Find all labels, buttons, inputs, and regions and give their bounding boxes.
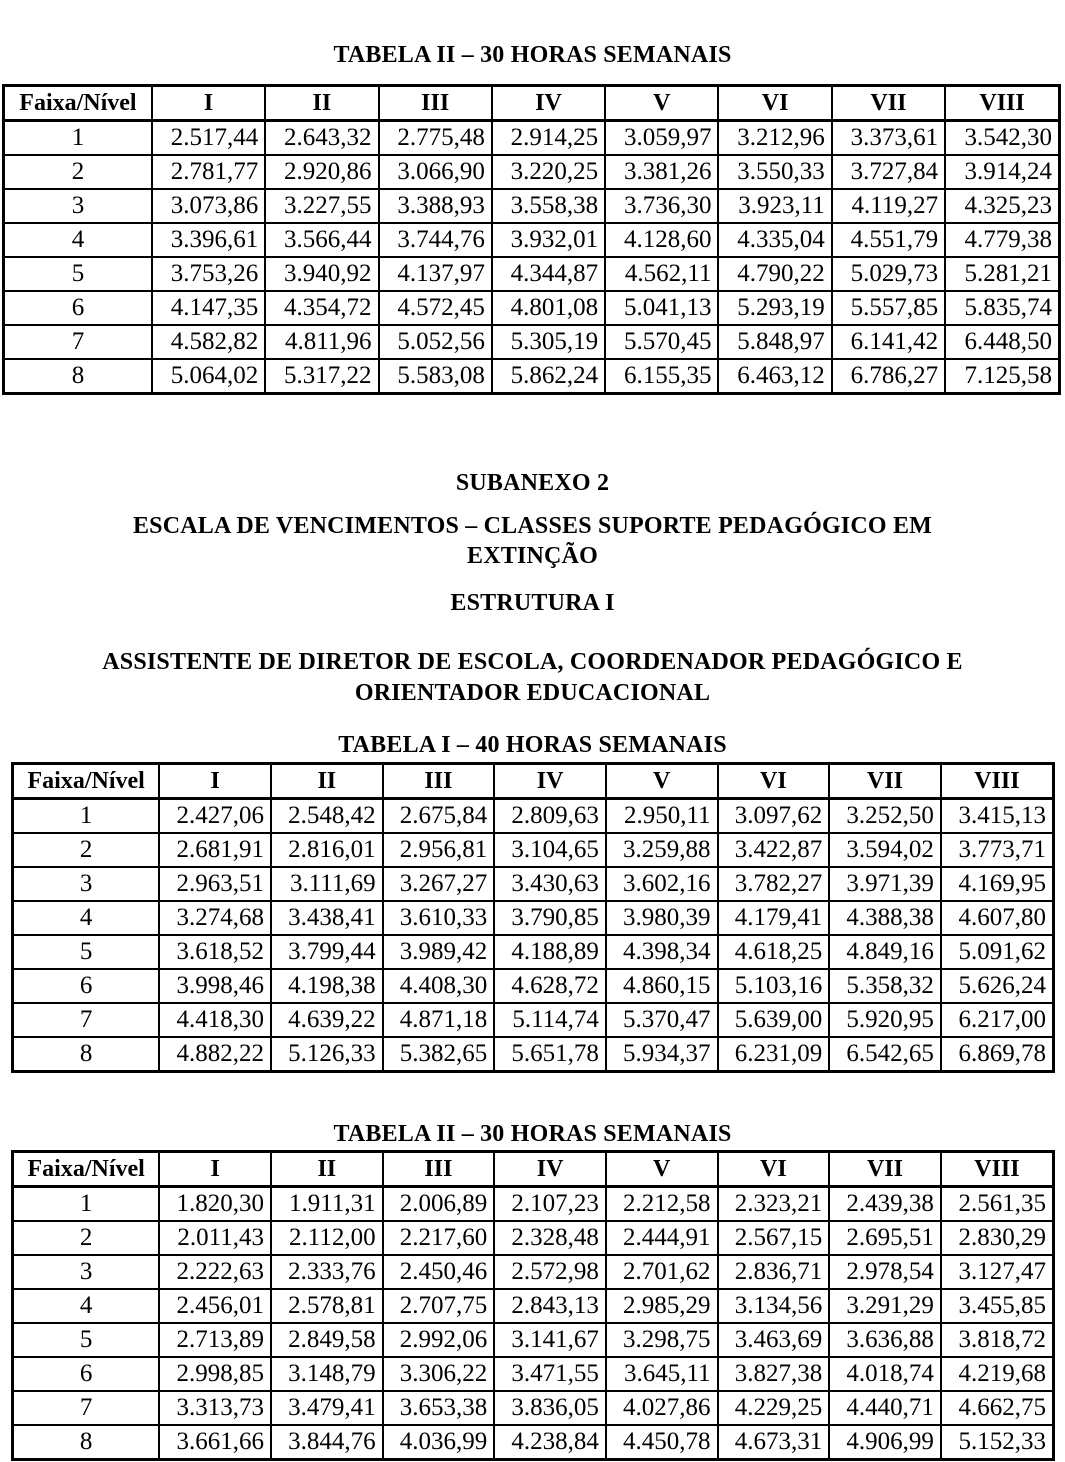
salary-cell: 2.849,58 xyxy=(271,1323,383,1357)
salary-cell: 4.882,22 xyxy=(159,1037,271,1072)
faixa-cell: 3 xyxy=(4,189,152,223)
salary-cell: 2.578,81 xyxy=(271,1289,383,1323)
salary-cell: 2.914,25 xyxy=(492,121,605,156)
salary-cell: 3.827,38 xyxy=(718,1357,830,1391)
salary-cell: 3.844,76 xyxy=(271,1425,383,1460)
salary-cell: 2.950,11 xyxy=(606,799,718,834)
salary-cell: 4.018,74 xyxy=(829,1357,941,1391)
header-nivel: III xyxy=(383,764,495,799)
faixa-cell: 5 xyxy=(4,257,152,291)
header-nivel: II xyxy=(271,1152,383,1187)
salary-cell: 5.583,08 xyxy=(379,359,492,394)
salary-cell: 5.934,37 xyxy=(606,1037,718,1072)
table-header-row xyxy=(13,1152,1054,1187)
salary-cell: 2.775,48 xyxy=(379,121,492,156)
table-row xyxy=(13,1391,1054,1425)
table-header-row xyxy=(13,764,1054,799)
salary-cell: 4.801,08 xyxy=(492,291,605,325)
header-nivel: II xyxy=(271,764,383,799)
table-row xyxy=(13,1255,1054,1289)
salary-cell: 2.836,71 xyxy=(718,1255,830,1289)
salary-cell: 5.626,24 xyxy=(941,969,1054,1003)
faixa-cell: 5 xyxy=(13,935,160,969)
faixa-cell: 2 xyxy=(13,833,160,867)
salary-cell: 2.456,01 xyxy=(159,1289,271,1323)
salary-table-bottom xyxy=(11,1150,1055,1461)
salary-cell: 4.169,95 xyxy=(941,867,1054,901)
salary-cell: 4.562,11 xyxy=(605,257,718,291)
header-nivel: VIII xyxy=(941,1152,1054,1187)
salary-cell: 5.293,19 xyxy=(718,291,831,325)
table-row xyxy=(4,359,1060,394)
faixa-cell: 2 xyxy=(4,155,152,189)
salary-cell: 3.073,86 xyxy=(152,189,265,223)
faixa-cell: 6 xyxy=(13,1357,160,1391)
salary-cell: 3.602,16 xyxy=(606,867,718,901)
salary-cell: 3.373,61 xyxy=(832,121,945,156)
salary-cell: 2.992,06 xyxy=(383,1323,495,1357)
salary-cell: 2.675,84 xyxy=(383,799,495,834)
salary-cell: 3.790,85 xyxy=(494,901,606,935)
header-nivel: VI xyxy=(718,86,831,121)
salary-cell: 5.064,02 xyxy=(152,359,265,394)
salary-cell: 4.607,80 xyxy=(941,901,1054,935)
salary-cell: 6.155,35 xyxy=(605,359,718,394)
salary-cell: 4.639,22 xyxy=(271,1003,383,1037)
salary-cell: 2.998,85 xyxy=(159,1357,271,1391)
salary-cell: 3.799,44 xyxy=(271,935,383,969)
salary-cell: 3.566,44 xyxy=(265,223,378,257)
salary-cell: 3.661,66 xyxy=(159,1425,271,1460)
salary-cell: 5.126,33 xyxy=(271,1037,383,1072)
salary-cell: 4.119,27 xyxy=(832,189,945,223)
header-nivel: I xyxy=(152,86,265,121)
salary-cell: 3.059,97 xyxy=(605,121,718,156)
table-row xyxy=(4,257,1060,291)
salary-cell: 3.736,30 xyxy=(605,189,718,223)
faixa-cell: 4 xyxy=(13,901,160,935)
salary-cell: 2.572,98 xyxy=(494,1255,606,1289)
salary-cell: 3.818,72 xyxy=(941,1323,1054,1357)
table-row xyxy=(4,189,1060,223)
salary-cell: 2.956,81 xyxy=(383,833,495,867)
salary-cell: 2.701,62 xyxy=(606,1255,718,1289)
header-nivel: V xyxy=(606,764,718,799)
salary-cell: 5.317,22 xyxy=(265,359,378,394)
salary-cell: 3.782,27 xyxy=(718,867,830,901)
salary-cell: 4.662,75 xyxy=(941,1391,1054,1425)
faixa-cell: 7 xyxy=(13,1391,160,1425)
faixa-cell: 4 xyxy=(13,1289,160,1323)
salary-cell: 2.713,89 xyxy=(159,1323,271,1357)
salary-cell: 3.594,02 xyxy=(829,833,941,867)
table-row xyxy=(13,1037,1054,1072)
salary-cell: 2.643,32 xyxy=(265,121,378,156)
salary-cell: 4.398,34 xyxy=(606,935,718,969)
salary-cell: 5.091,62 xyxy=(941,935,1054,969)
salary-cell: 3.127,47 xyxy=(941,1255,1054,1289)
header-nivel: VII xyxy=(829,764,941,799)
salary-cell: 4.198,38 xyxy=(271,969,383,1003)
table-row xyxy=(4,223,1060,257)
salary-cell: 5.835,74 xyxy=(945,291,1059,325)
table-row xyxy=(13,901,1054,935)
table-row xyxy=(4,121,1060,156)
salary-cell: 4.673,31 xyxy=(718,1425,830,1460)
salary-cell: 3.104,65 xyxy=(494,833,606,867)
salary-cell: 5.358,32 xyxy=(829,969,941,1003)
bottom-table-title: TABELA II – 30 HORAS SEMANAIS xyxy=(333,1121,732,1147)
faixa-cell: 8 xyxy=(13,1425,160,1460)
faixa-cell: 1 xyxy=(13,1187,160,1222)
salary-cell: 3.388,93 xyxy=(379,189,492,223)
salary-cell: 5.651,78 xyxy=(494,1037,606,1072)
salary-cell: 4.147,35 xyxy=(152,291,265,325)
salary-cell: 2.809,63 xyxy=(494,799,606,834)
salary-cell: 5.305,19 xyxy=(492,325,605,359)
salary-cell: 3.259,88 xyxy=(606,833,718,867)
salary-cell: 3.636,88 xyxy=(829,1323,941,1357)
header-nivel: VI xyxy=(718,764,830,799)
salary-cell: 4.238,84 xyxy=(494,1425,606,1460)
table-row xyxy=(13,969,1054,1003)
salary-cell: 2.107,23 xyxy=(494,1187,606,1222)
faixa-cell: 7 xyxy=(4,325,152,359)
header-nivel: VII xyxy=(832,86,945,121)
salary-cell: 3.097,62 xyxy=(718,799,830,834)
salary-cell: 2.548,42 xyxy=(271,799,383,834)
salary-cell: 6.869,78 xyxy=(941,1037,1054,1072)
subanexo-label: SUBANEXO 2 xyxy=(455,470,610,496)
table-row xyxy=(13,1425,1054,1460)
salary-cell: 4.418,30 xyxy=(159,1003,271,1037)
salary-cell: 6.786,27 xyxy=(832,359,945,394)
salary-cell: 6.448,50 xyxy=(945,325,1059,359)
salary-cell: 2.222,63 xyxy=(159,1255,271,1289)
salary-cell: 5.114,74 xyxy=(494,1003,606,1037)
salary-cell: 3.998,46 xyxy=(159,969,271,1003)
salary-cell: 3.267,27 xyxy=(383,867,495,901)
salary-cell: 5.103,16 xyxy=(718,969,830,1003)
faixa-cell: 4 xyxy=(4,223,152,257)
faixa-cell: 8 xyxy=(4,359,152,394)
salary-table-top xyxy=(2,84,1061,395)
salary-cell: 6.231,09 xyxy=(718,1037,830,1072)
header-nivel: I xyxy=(159,1152,271,1187)
salary-cell: 3.306,22 xyxy=(383,1357,495,1391)
salary-cell: 5.152,33 xyxy=(941,1425,1054,1460)
header-nivel: VIII xyxy=(945,86,1059,121)
salary-cell: 4.440,71 xyxy=(829,1391,941,1425)
salary-cell: 4.036,99 xyxy=(383,1425,495,1460)
table-row xyxy=(13,935,1054,969)
header-nivel: I xyxy=(159,764,271,799)
faixa-cell: 2 xyxy=(13,1221,160,1255)
salary-cell: 3.313,73 xyxy=(159,1391,271,1425)
salary-cell: 3.396,61 xyxy=(152,223,265,257)
salary-cell: 4.849,16 xyxy=(829,935,941,969)
cargos-line2: ORIENTADOR EDUCACIONAL xyxy=(354,680,711,706)
table-row xyxy=(13,1221,1054,1255)
table-row xyxy=(4,325,1060,359)
salary-cell: 3.610,33 xyxy=(383,901,495,935)
salary-cell: 3.558,38 xyxy=(492,189,605,223)
salary-cell: 2.444,91 xyxy=(606,1221,718,1255)
salary-cell: 5.557,85 xyxy=(832,291,945,325)
table-row xyxy=(13,833,1054,867)
salary-cell: 3.274,68 xyxy=(159,901,271,935)
salary-cell: 4.408,30 xyxy=(383,969,495,1003)
salary-cell: 2.561,35 xyxy=(941,1187,1054,1222)
salary-cell: 3.422,87 xyxy=(718,833,830,867)
salary-cell: 4.335,04 xyxy=(718,223,831,257)
salary-cell: 4.582,82 xyxy=(152,325,265,359)
salary-cell: 3.252,50 xyxy=(829,799,941,834)
salary-cell: 4.572,45 xyxy=(379,291,492,325)
header-nivel: IV xyxy=(492,86,605,121)
table-header-row xyxy=(4,86,1060,121)
salary-cell: 6.542,65 xyxy=(829,1037,941,1072)
salary-cell: 2.963,51 xyxy=(159,867,271,901)
salary-cell: 3.753,26 xyxy=(152,257,265,291)
header-faixa-nivel: Faixa/Nível xyxy=(4,86,152,121)
salary-cell: 2.920,86 xyxy=(265,155,378,189)
salary-cell: 4.628,72 xyxy=(494,969,606,1003)
salary-cell: 4.188,89 xyxy=(494,935,606,969)
salary-cell: 4.229,25 xyxy=(718,1391,830,1425)
salary-cell: 5.281,21 xyxy=(945,257,1059,291)
salary-cell: 4.128,60 xyxy=(605,223,718,257)
faixa-cell: 8 xyxy=(13,1037,160,1072)
salary-cell: 3.940,92 xyxy=(265,257,378,291)
table-row xyxy=(13,1357,1054,1391)
salary-cell: 3.415,13 xyxy=(941,799,1054,834)
salary-cell: 4.811,96 xyxy=(265,325,378,359)
salary-cell: 3.212,96 xyxy=(718,121,831,156)
salary-cell: 2.006,89 xyxy=(383,1187,495,1222)
salary-cell: 2.707,75 xyxy=(383,1289,495,1323)
faixa-cell: 6 xyxy=(4,291,152,325)
salary-cell: 4.179,41 xyxy=(718,901,830,935)
salary-cell: 5.041,13 xyxy=(605,291,718,325)
salary-cell: 3.836,05 xyxy=(494,1391,606,1425)
salary-cell: 4.790,22 xyxy=(718,257,831,291)
header-faixa-nivel: Faixa/Nível xyxy=(13,764,160,799)
table-row xyxy=(4,291,1060,325)
salary-cell: 1.820,30 xyxy=(159,1187,271,1222)
salary-cell: 4.871,18 xyxy=(383,1003,495,1037)
faixa-cell: 3 xyxy=(13,1255,160,1289)
salary-cell: 4.027,86 xyxy=(606,1391,718,1425)
salary-cell: 4.906,99 xyxy=(829,1425,941,1460)
top-table-title: TABELA II – 30 HORAS SEMANAIS xyxy=(333,42,732,68)
salary-cell: 3.744,76 xyxy=(379,223,492,257)
salary-cell: 5.370,47 xyxy=(606,1003,718,1037)
salary-cell: 7.125,58 xyxy=(945,359,1059,394)
table-row xyxy=(4,155,1060,189)
salary-cell: 2.830,29 xyxy=(941,1221,1054,1255)
mid-table-title: TABELA I – 40 HORAS SEMANAIS xyxy=(338,732,727,758)
faixa-cell: 7 xyxy=(13,1003,160,1037)
salary-cell: 5.639,00 xyxy=(718,1003,830,1037)
salary-cell: 5.029,73 xyxy=(832,257,945,291)
salary-cell: 2.333,76 xyxy=(271,1255,383,1289)
salary-cell: 3.989,42 xyxy=(383,935,495,969)
salary-cell: 2.978,54 xyxy=(829,1255,941,1289)
salary-cell: 2.323,21 xyxy=(718,1187,830,1222)
salary-cell: 3.298,75 xyxy=(606,1323,718,1357)
header-nivel: VI xyxy=(718,1152,830,1187)
salary-cell: 2.011,43 xyxy=(159,1221,271,1255)
salary-cell: 2.112,00 xyxy=(271,1221,383,1255)
salary-cell: 4.779,38 xyxy=(945,223,1059,257)
salary-cell: 6.217,00 xyxy=(941,1003,1054,1037)
salary-cell: 5.920,95 xyxy=(829,1003,941,1037)
salary-cell: 3.463,69 xyxy=(718,1323,830,1357)
header-nivel: III xyxy=(379,86,492,121)
salary-cell: 4.344,87 xyxy=(492,257,605,291)
salary-table-mid xyxy=(11,762,1055,1073)
salary-cell: 3.923,11 xyxy=(718,189,831,223)
salary-cell: 3.227,55 xyxy=(265,189,378,223)
salary-cell: 2.217,60 xyxy=(383,1221,495,1255)
salary-cell: 2.985,29 xyxy=(606,1289,718,1323)
salary-cell: 4.354,72 xyxy=(265,291,378,325)
header-nivel: IV xyxy=(494,1152,606,1187)
salary-cell: 2.681,91 xyxy=(159,833,271,867)
salary-cell: 3.645,11 xyxy=(606,1357,718,1391)
salary-cell: 3.727,84 xyxy=(832,155,945,189)
salary-cell: 2.427,06 xyxy=(159,799,271,834)
faixa-cell: 1 xyxy=(13,799,160,834)
salary-cell: 4.450,78 xyxy=(606,1425,718,1460)
salary-cell: 5.382,65 xyxy=(383,1037,495,1072)
header-nivel: IV xyxy=(494,764,606,799)
header-nivel: V xyxy=(605,86,718,121)
salary-cell: 2.567,15 xyxy=(718,1221,830,1255)
salary-cell: 5.570,45 xyxy=(605,325,718,359)
faixa-cell: 1 xyxy=(4,121,152,156)
salary-cell: 3.430,63 xyxy=(494,867,606,901)
header-nivel: III xyxy=(383,1152,495,1187)
salary-cell: 2.781,77 xyxy=(152,155,265,189)
salary-cell: 3.438,41 xyxy=(271,901,383,935)
salary-cell: 3.618,52 xyxy=(159,935,271,969)
table-row xyxy=(13,799,1054,834)
estrutura-label: ESTRUTURA I xyxy=(450,590,615,616)
salary-cell: 3.542,30 xyxy=(945,121,1059,156)
salary-cell: 3.291,29 xyxy=(829,1289,941,1323)
salary-cell: 4.325,23 xyxy=(945,189,1059,223)
salary-cell: 2.517,44 xyxy=(152,121,265,156)
salary-cell: 3.066,90 xyxy=(379,155,492,189)
table-row xyxy=(13,1187,1054,1222)
cargos-line1: ASSISTENTE DE DIRETOR DE ESCOLA, COORDENADOR PEDAGÓGICO E xyxy=(102,649,963,675)
header-nivel: II xyxy=(265,86,378,121)
salary-cell: 3.971,39 xyxy=(829,867,941,901)
salary-cell: 3.550,33 xyxy=(718,155,831,189)
salary-cell: 3.479,41 xyxy=(271,1391,383,1425)
faixa-cell: 6 xyxy=(13,969,160,1003)
salary-cell: 3.471,55 xyxy=(494,1357,606,1391)
header-nivel: VII xyxy=(829,1152,941,1187)
salary-cell: 2.695,51 xyxy=(829,1221,941,1255)
salary-cell: 4.551,79 xyxy=(832,223,945,257)
salary-cell: 1.911,31 xyxy=(271,1187,383,1222)
salary-cell: 3.455,85 xyxy=(941,1289,1054,1323)
header-nivel: V xyxy=(606,1152,718,1187)
table-row xyxy=(13,1003,1054,1037)
salary-cell: 4.388,38 xyxy=(829,901,941,935)
salary-cell: 3.653,38 xyxy=(383,1391,495,1425)
salary-cell: 3.220,25 xyxy=(492,155,605,189)
salary-cell: 3.148,79 xyxy=(271,1357,383,1391)
salary-cell: 2.843,13 xyxy=(494,1289,606,1323)
salary-cell: 4.219,68 xyxy=(941,1357,1054,1391)
salary-cell: 2.439,38 xyxy=(829,1187,941,1222)
salary-cell: 3.773,71 xyxy=(941,833,1054,867)
header-faixa-nivel: Faixa/Nível xyxy=(13,1152,160,1187)
header-nivel: VIII xyxy=(941,764,1054,799)
salary-cell: 6.463,12 xyxy=(718,359,831,394)
salary-cell: 5.862,24 xyxy=(492,359,605,394)
salary-cell: 4.860,15 xyxy=(606,969,718,1003)
salary-cell: 2.328,48 xyxy=(494,1221,606,1255)
table-row xyxy=(13,867,1054,901)
salary-cell: 3.932,01 xyxy=(492,223,605,257)
salary-cell: 4.618,25 xyxy=(718,935,830,969)
subanexo-title-line1: ESCALA DE VENCIMENTOS – CLASSES SUPORTE PEDAGÓGICO EM xyxy=(132,513,933,539)
faixa-cell: 5 xyxy=(13,1323,160,1357)
salary-cell: 3.914,24 xyxy=(945,155,1059,189)
salary-cell: 2.816,01 xyxy=(271,833,383,867)
salary-cell: 4.137,97 xyxy=(379,257,492,291)
table-row xyxy=(13,1323,1054,1357)
salary-cell: 3.134,56 xyxy=(718,1289,830,1323)
salary-cell: 3.141,67 xyxy=(494,1323,606,1357)
salary-cell: 2.212,58 xyxy=(606,1187,718,1222)
salary-cell: 6.141,42 xyxy=(832,325,945,359)
salary-cell: 3.111,69 xyxy=(271,867,383,901)
table-row xyxy=(13,1289,1054,1323)
subanexo-title-line2: EXTINÇÃO xyxy=(467,543,598,569)
salary-cell: 3.980,39 xyxy=(606,901,718,935)
salary-cell: 5.848,97 xyxy=(718,325,831,359)
salary-cell: 3.381,26 xyxy=(605,155,718,189)
salary-cell: 2.450,46 xyxy=(383,1255,495,1289)
faixa-cell: 3 xyxy=(13,867,160,901)
salary-cell: 5.052,56 xyxy=(379,325,492,359)
